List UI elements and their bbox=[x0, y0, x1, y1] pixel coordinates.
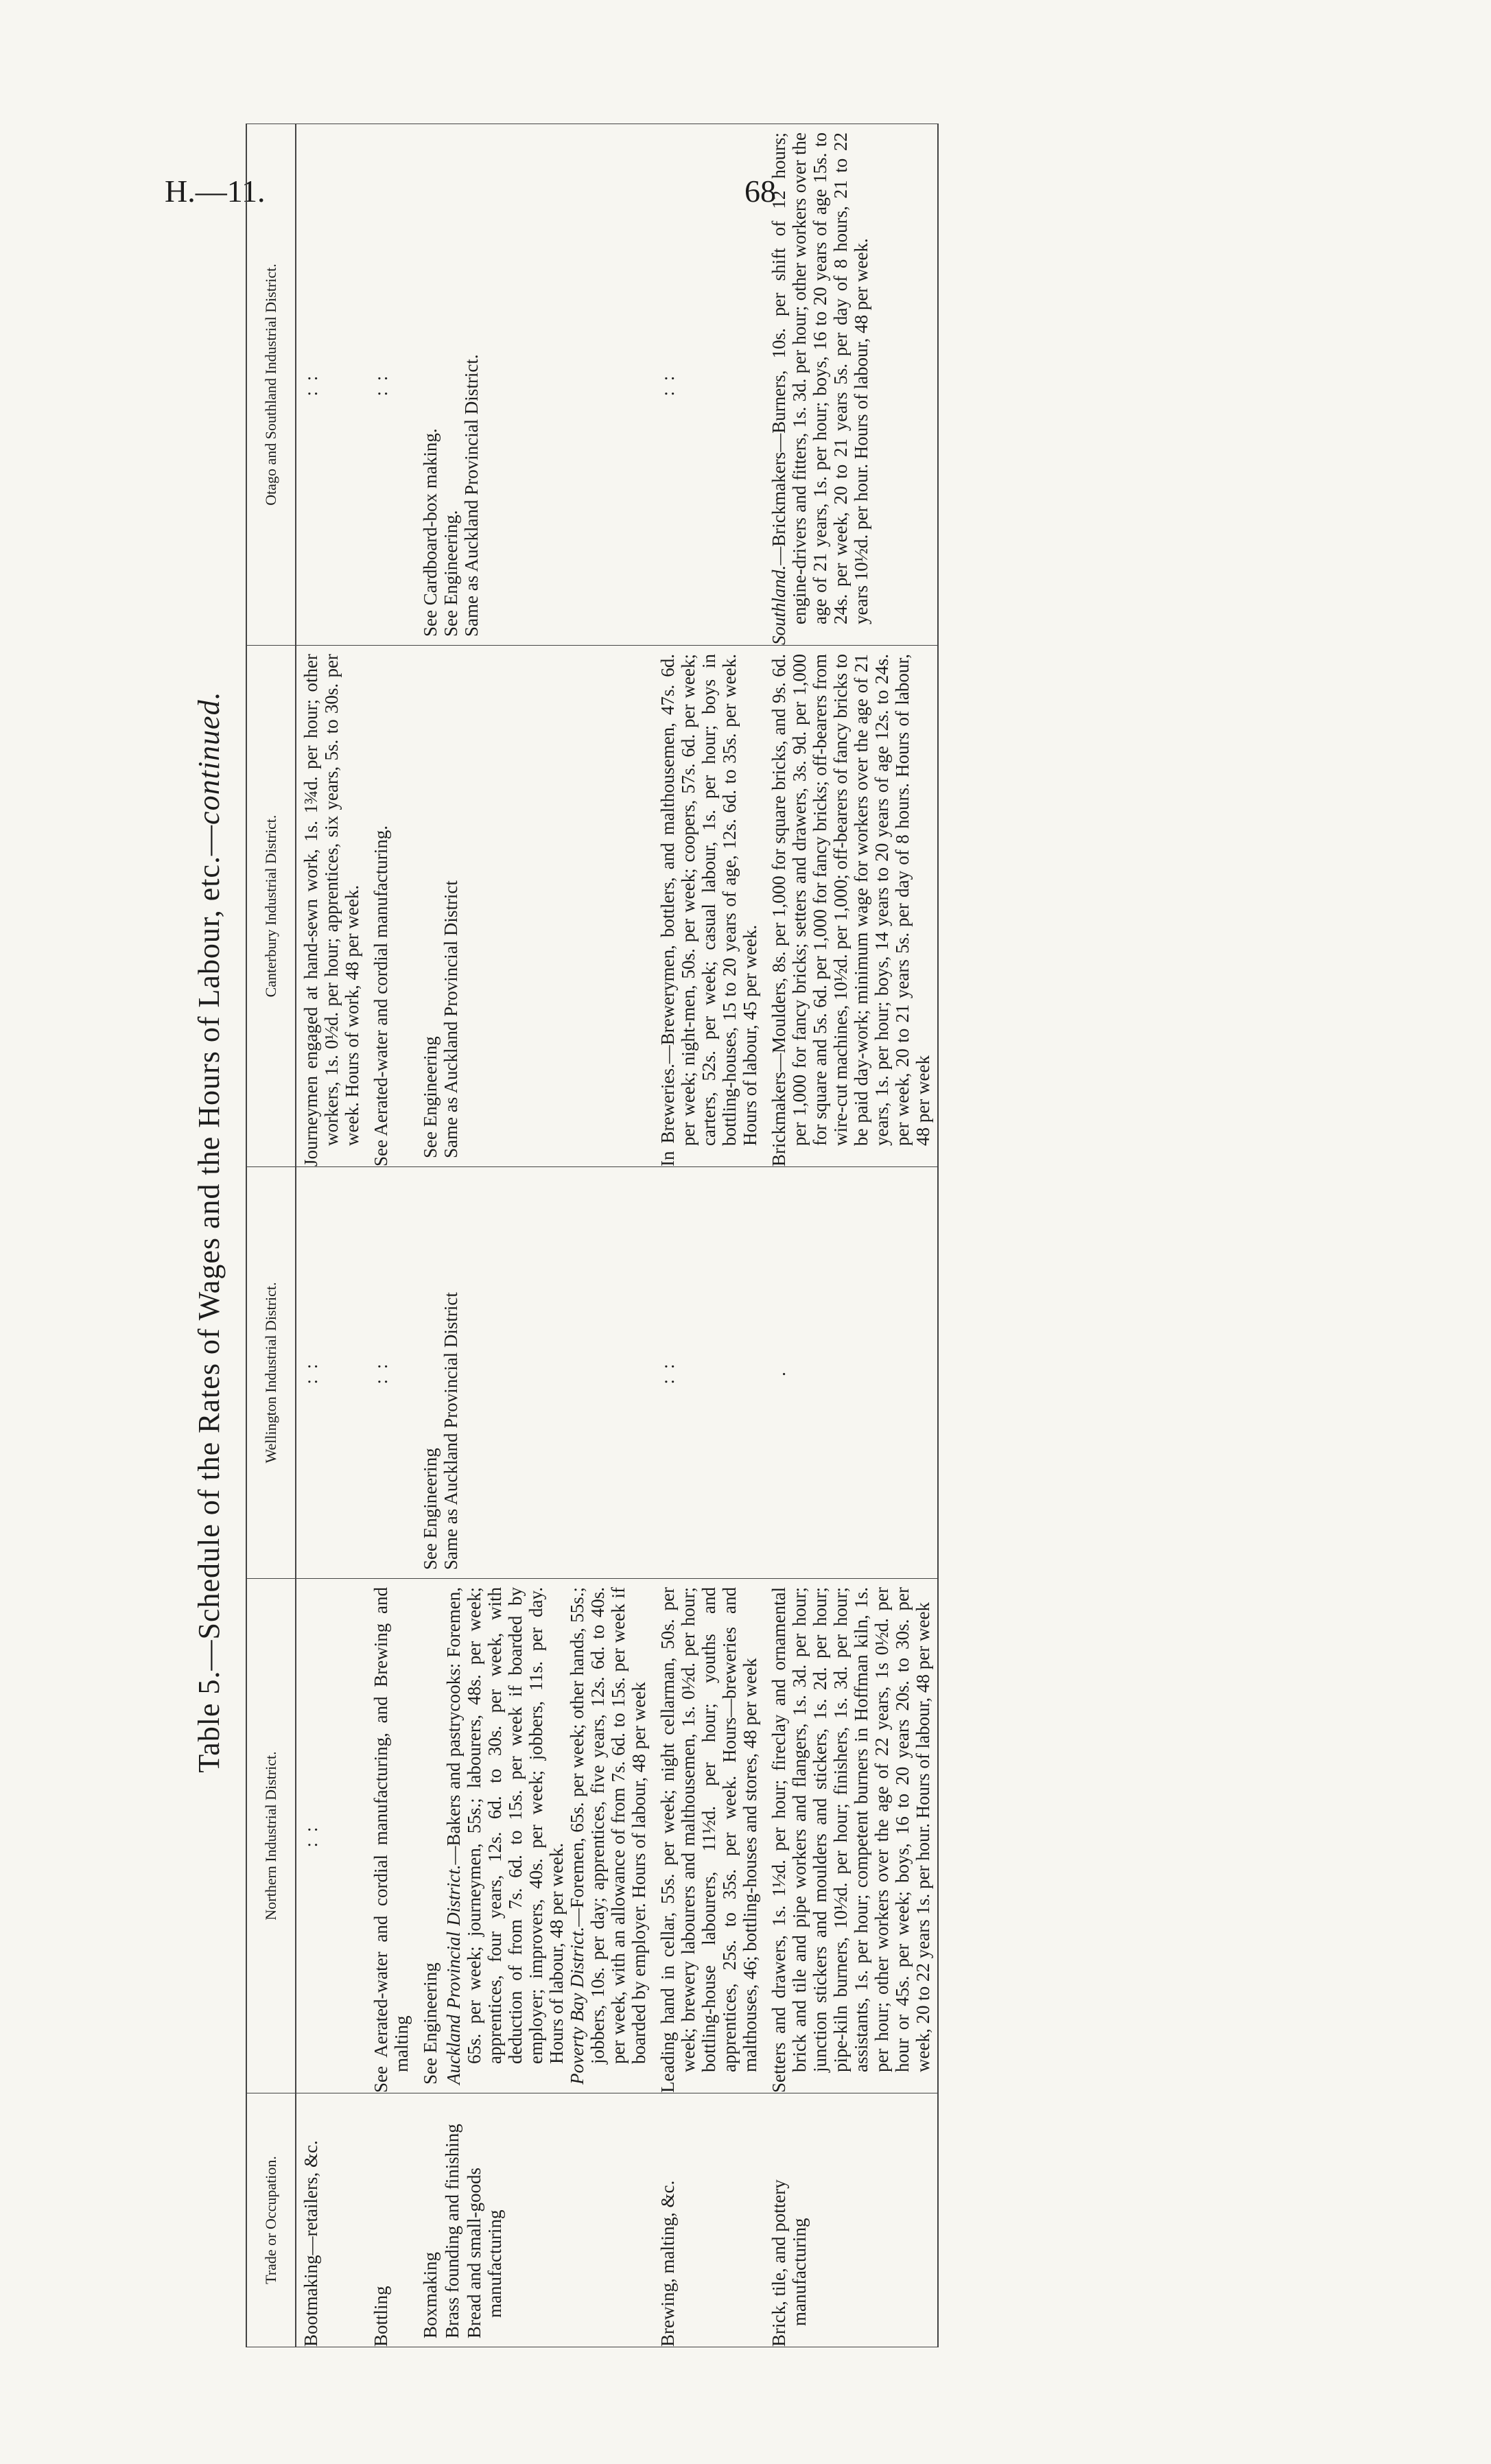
region-auckland: Auckland Provincial District. bbox=[443, 1864, 464, 2085]
wellington-bottling: : : bbox=[366, 1167, 416, 1579]
canterbury-group bbox=[416, 646, 653, 1167]
canterbury-brass: See Engineering bbox=[420, 1036, 441, 1158]
northern-brick: Setters and drawers, 1s. 1½d. per hour; fireclay and ornamental brick and tile and pipe workers and flangers, 1s. 3d. per hour; junction stickers and moulders and stickers, 1s. 2d. per hour; pipe-kiln burners, 10½d. per hour; finishers, 1s. 3d. per hour; assistants, 1s. per hour; competent burners in Hoffman kiln, 1s. per hour; other workers over the age of 22 years, 1s 0½d. per hour or 45s. per week; boys, 16 to 20 years 20s. to 30s. per week, 20 to 22 years 1s. per hour. Hours of labour, 48 per week bbox=[764, 1579, 938, 2093]
wellington-brewing: : : bbox=[653, 1167, 764, 1579]
canterbury-brewing: In Breweries.—Brewerymen, bottlers, and malthousemen, 47s. 6d. per week; night-men, 50s. per week; coopers, 57s. 6d. per week; carters, 52s. per week; casual labour, 1s. per hour; boys in bottling-houses, 15 to 20 years of age, 12s. 6d. to 35s. per week. Hours of labour, 45 per week. bbox=[653, 646, 764, 1167]
header-wellington: Wellington Industrial District. bbox=[246, 1167, 296, 1579]
northern-group bbox=[416, 1579, 653, 2093]
canterbury-bottling: See Aerated-water and cordial manufacturing. bbox=[366, 646, 416, 1167]
northern-bootmaking: : : bbox=[296, 1579, 366, 2093]
otago-boxmaking: See Cardboard-box making. bbox=[420, 428, 441, 637]
otago-brass: See Engineering. bbox=[441, 510, 461, 637]
table-title-main: Table 5.—Schedule of the Rates of Wages and the Hours of Labour, etc.— bbox=[192, 824, 226, 1773]
trade-bottling: Bottling bbox=[366, 2093, 416, 2347]
trade-boxmaking: Boxmaking bbox=[420, 2252, 441, 2338]
canterbury-bootmaking: Journeymen engaged at hand-sewn work, 1s. 1¾d. per hour; other workers, 1s. 0½d. per hour; apprentices, six years, 5s. to 30s. per week. Hours of work, 48 per week. bbox=[296, 646, 366, 1167]
trade-bread-manufacturing: Bread and small-goods manufacturing bbox=[464, 2168, 505, 2338]
region-southland: Southland. bbox=[768, 565, 789, 645]
wellington-bootmaking: : : bbox=[296, 1167, 366, 1579]
header-canterbury: Canterbury Industrial District. bbox=[246, 646, 296, 1167]
northern-bread-poverty-bay-text: —Foremen, 65s. per week; other hands, 55s.; jobbers, 10s. per day; apprentices, five years, 12s. 6d. to 40s. per week, with an allowance of from 7s. 6d. to 15s. per week if boarded by employer. Hours of labour, 48 per week bbox=[567, 1586, 649, 2064]
northern-bread-auckland bbox=[443, 1587, 567, 2085]
page-reference: H.—11. bbox=[165, 174, 266, 209]
table-row bbox=[416, 124, 653, 2347]
table-row bbox=[366, 124, 416, 2347]
table-header-row bbox=[246, 124, 296, 2347]
trade-brewing: Brewing, malting, &c. bbox=[653, 2093, 764, 2347]
table-title-continued: continued. bbox=[192, 691, 226, 825]
trade-group bbox=[416, 2093, 653, 2347]
northern-brewing: Leading hand in cellar, 55s. per week; night cellarman, 50s. per week; brewery labourers and malthousemen, 1s. 0½d. per hour; bottling-house labourers, 11½d. per hour; youths and apprentices, 25s. to 35s. per week. Hours—breweries and malthouses, 46; bottling-houses and stores, 48 per week bbox=[653, 1579, 764, 2093]
northern-bottling: See Aerated-water and cordial manufacturing, and Brewing and malting bbox=[366, 1579, 416, 2093]
wellington-brick: . bbox=[764, 1167, 938, 1579]
otago-brick-text: —Brickmakers—Burners, 10s. per shift of 12 hours; engine-drivers and fitters, 1s. 3d. per hour; other workers over the age of 21 years, 1s. per hour; boys, 16 to 20 years of age 15s. to 24s. per week, 20 to 21 years 5s. per day of 8 hours, 21 to 22 years 10½d. per hour. Hours of labour, 48 per week. bbox=[768, 132, 871, 624]
canterbury-bread: Same as Auckland Provincial District bbox=[441, 880, 461, 1158]
trade-brass-founding: Brass founding and finishing bbox=[442, 2124, 462, 2338]
wellington-brass: See Engineering bbox=[420, 1448, 441, 1570]
rotated-table-page bbox=[185, 0, 1386, 2464]
wages-table bbox=[246, 124, 939, 2347]
page-number: 68 bbox=[744, 174, 776, 209]
canterbury-brick: Brickmakers—Moulders, 8s. per 1,000 for square bricks, and 9s. 6d. per 1,000 for fancy bricks; setters and drawers, 3s. 9d. per 1,000 for square and 5s. 6d. per 1,000 for fancy bricks; off-bearers from wire-cut machines, 10½d. per 1,000; off-bearers of fancy bricks to be paid day-work; minimum wage for workers over the age of 21 years, 1s. per hour; boys, 14 years to 20 years of age 12s. to 24s. per week, 20 to 21 years 5s. per day of 8 hours. Hours of labour, 48 per week bbox=[764, 646, 938, 1167]
northern-boxmaking: See Engineering bbox=[420, 1962, 441, 2085]
otago-group bbox=[416, 124, 653, 646]
table-title bbox=[185, 0, 233, 2464]
otago-bottling: : : bbox=[366, 124, 416, 646]
trade-bootmaking: Bootmaking—retailers, &c. bbox=[296, 2093, 366, 2347]
otago-bread: Same as Auckland Provincial District. bbox=[461, 354, 482, 637]
wellington-bread: Same as Auckland Provincial District bbox=[441, 1292, 461, 1570]
table-row bbox=[653, 124, 764, 2347]
table-row bbox=[296, 124, 366, 2347]
otago-brewing: : : bbox=[653, 124, 764, 646]
table-row bbox=[764, 124, 938, 2347]
otago-bootmaking: : : bbox=[296, 124, 366, 646]
trade-brick: Brick, tile, and pottery manufacturing bbox=[764, 2093, 938, 2347]
header-otago: Otago and Southland Industrial District. bbox=[246, 124, 296, 646]
otago-brick bbox=[764, 124, 938, 646]
header-northern: Northern Industrial District. bbox=[246, 1579, 296, 2093]
header-trade: Trade or Occupation. bbox=[246, 2093, 296, 2347]
northern-bread-auckland-text: —Bakers and pastrycooks: Foremen, 65s. per week; journeymen, 55s.; labourers, 48s. per week; apprentices, four years, 12s. 6d. to 30s. per week, with deduction of from 7s. 6d. to 15s. per week if boarded by employer; improvers, 40s. per week; jobbers, 11s. per day. Hours of labour, 48 per week. bbox=[443, 1587, 567, 2064]
region-poverty-bay: Poverty Bay District. bbox=[567, 1926, 587, 2085]
wellington-group bbox=[416, 1167, 653, 1579]
northern-bread-poverty-bay bbox=[567, 1587, 649, 2085]
